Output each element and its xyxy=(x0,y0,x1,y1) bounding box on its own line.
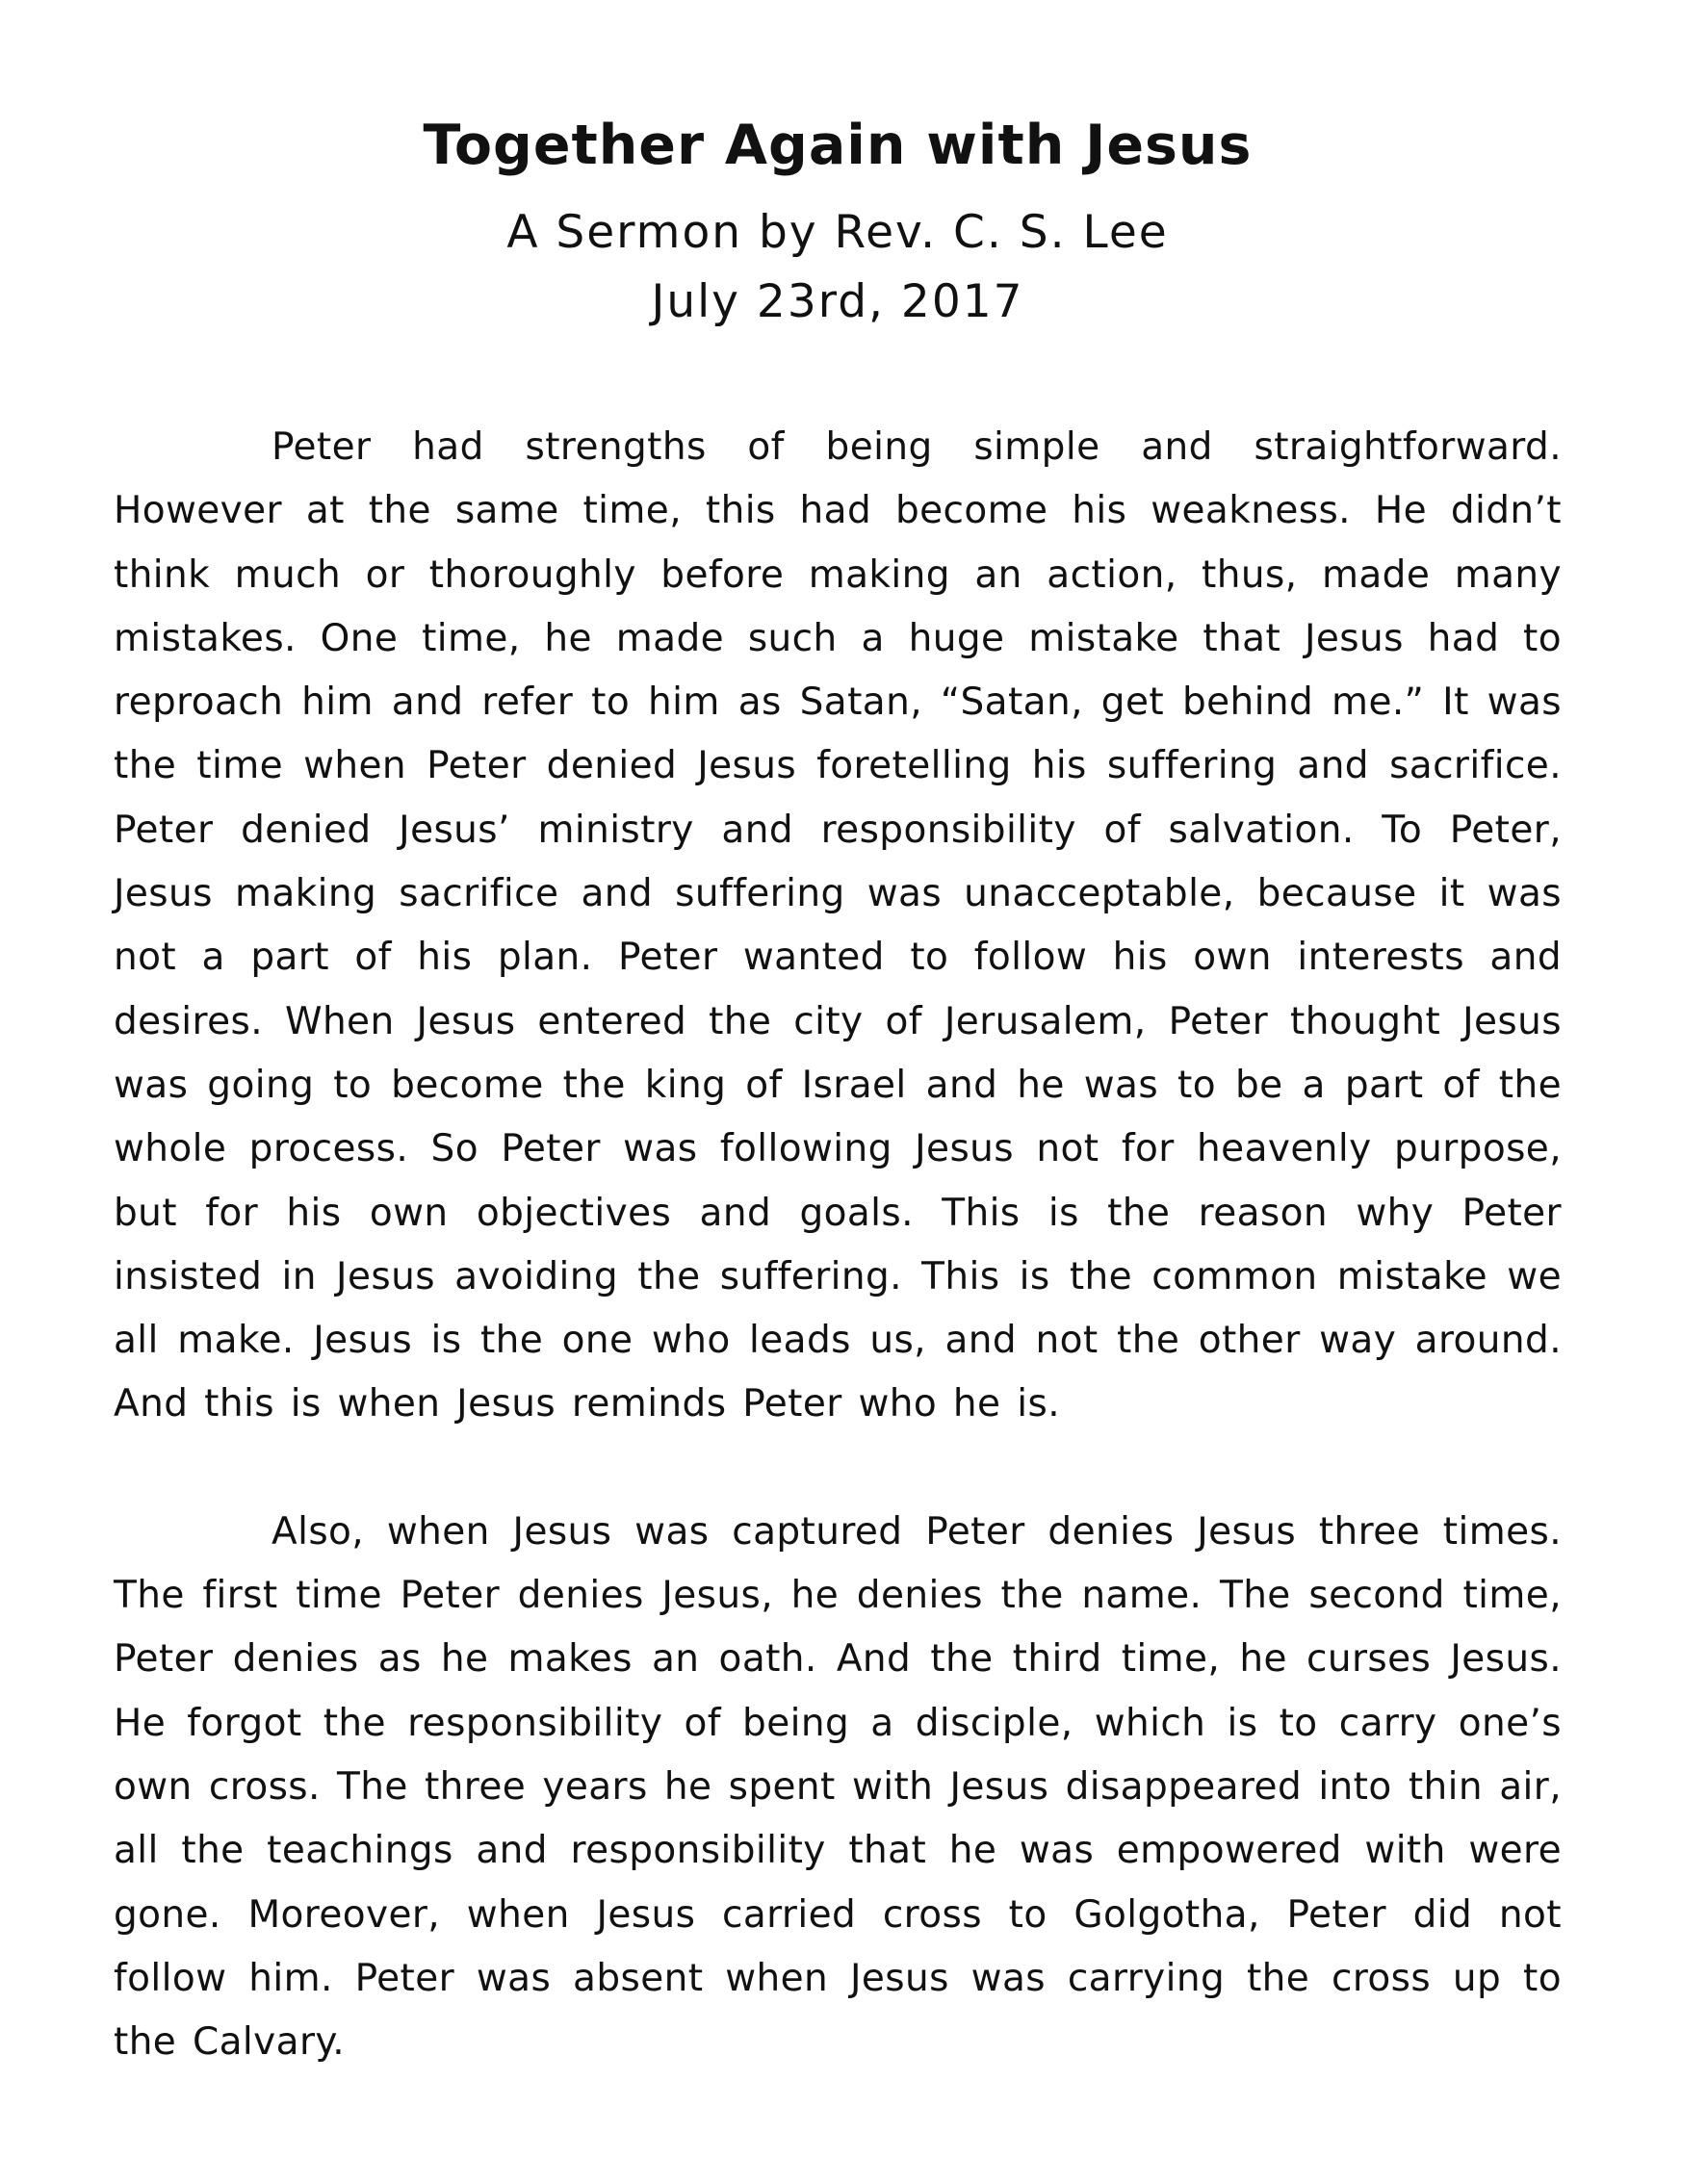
document-date: July 23rd, 2017 xyxy=(651,275,1024,328)
document-subtitle: A Sermon by Rev. C. S. Lee xyxy=(506,206,1169,259)
paragraph-1: Peter had strengths of being simple and straightforward. However at the same time, this had become his weakness. He didn’t think much or thoroughly before making an action, thus, made many mistakes. One time, he made such a huge mistake that Jesus had to reproach him and refer to him as Satan, “Satan, get behind me.” It was the time when Peter denied Jesus foretelling his suffering and sacrifice. Peter denied Jesus’ ministry and responsibility of salvation. To Peter, Jesus making sacrifice and suffering was unacceptable, because it was not a part of his plan. Peter wanted to follow his own interests and desires. When Jesus entered the city of Jerusalem, Peter thought Jesus was going to become the king of Israel and he was to be a part of the whole process. So Peter was following Jesus not for heavenly purpose, but for his own objectives and goals. This is the reason why Peter insisted in Jesus avoiding the suffering. This is the common mistake we all make. Jesus is the one who leads us, and not the other way around. And this is when Jesus reminds Peter who he is. xyxy=(114,425,1562,1426)
document-title: Together Again with Jesus xyxy=(423,114,1253,177)
document-page xyxy=(114,106,1562,2074)
paragraph-2: Also, when Jesus was captured Peter denies Jesus three times. The first time Peter denies Jesus, he denies the name. The second time, Peter denies as he makes an oath. And the third time, he curses Jesus. He forgot the responsibility of being a disciple, which is to carry one’s own cross. The three years he spent with Jesus disappeared into thin air, all the teachings and responsibility that he was empowered with were gone. Moreover, when Jesus carried cross to Golgotha, Peter did not follow him. Peter was absent when Jesus was carrying the cross up to the Calvary. xyxy=(114,1509,1562,2065)
